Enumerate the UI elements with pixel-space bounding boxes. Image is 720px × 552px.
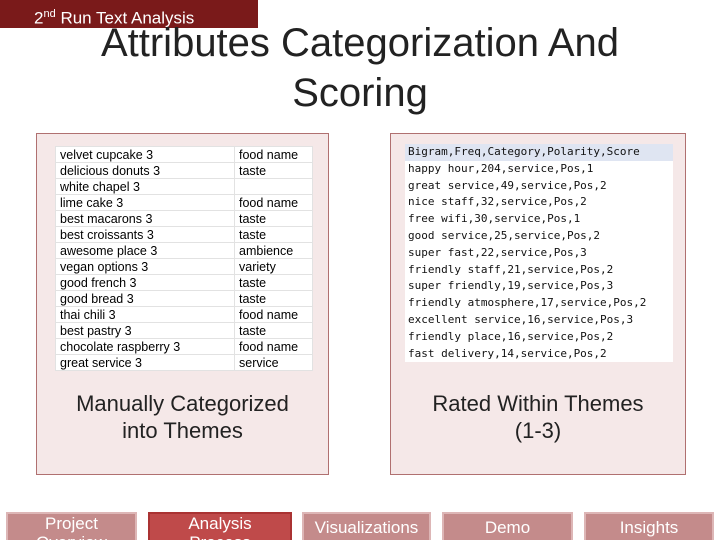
csv-line: fast delivery,14,service,Pos,2: [408, 346, 607, 360]
category-cell: [235, 179, 313, 195]
category-cell: service: [235, 355, 313, 371]
bigram-cell: delicious donuts 3: [56, 163, 235, 179]
left-caption: [37, 390, 328, 444]
bigram-cell: great service 3: [56, 355, 235, 371]
scoring-csv: [405, 144, 673, 362]
table-row: [56, 163, 313, 179]
csv-line: super friendly,19,service,Pos,3: [408, 279, 614, 293]
table-row: [56, 179, 313, 195]
bigram-cell: awesome place 3: [56, 243, 235, 259]
title-line-1: Attributes Categorization And: [100, 21, 620, 65]
bigram-cell: lime cake 3: [56, 195, 235, 211]
page-title: [40, 18, 680, 118]
table-row: [56, 243, 313, 259]
category-cell: food name: [235, 339, 313, 355]
table-row: [56, 259, 313, 275]
right-caption: [391, 390, 685, 444]
nav-analysis-line-1: Analysis: [188, 514, 252, 533]
csv-line: super fast,22,service,Pos,3: [408, 245, 587, 259]
csv-line: nice staff,32,service,Pos,2: [408, 195, 587, 209]
bigram-cell: best croissants 3: [56, 227, 235, 243]
csv-line: good service,25,service,Pos,2: [408, 228, 601, 242]
bigram-cell: best macarons 3: [56, 211, 235, 227]
table-row: [56, 227, 313, 243]
nav-project-line-1: Project: [45, 514, 98, 533]
csv-line: friendly atmosphere,17,service,Pos,2: [408, 296, 647, 310]
category-cell: food name: [235, 307, 313, 323]
csv-line: friendly place,16,service,Pos,2: [408, 329, 614, 343]
nav-demo[interactable]: Demo: [442, 512, 573, 540]
category-cell: taste: [235, 211, 313, 227]
scoring-panel: [390, 133, 686, 475]
left-caption-line-2: into Themes: [122, 418, 243, 443]
left-caption-line-1: Manually Categorized: [76, 391, 289, 416]
table-row: [56, 211, 313, 227]
table-row: [56, 323, 313, 339]
right-caption-line-1: Rated Within Themes: [432, 391, 644, 416]
category-cell: taste: [235, 163, 313, 179]
category-cell: taste: [235, 227, 313, 243]
nav-project-overview[interactable]: [6, 512, 137, 552]
table-row: [56, 307, 313, 323]
bigram-cell: vegan options 3: [56, 259, 235, 275]
category-cell: variety: [235, 259, 313, 275]
category-cell: taste: [235, 323, 313, 339]
run-tab-sup: nd: [43, 8, 56, 20]
categorization-panel: [36, 133, 329, 475]
table-row: [56, 355, 313, 371]
category-cell: taste: [235, 275, 313, 291]
table-row: [56, 195, 313, 211]
nav-analysis-process[interactable]: [148, 512, 292, 552]
title-line-2: Scoring: [292, 71, 428, 115]
csv-line: great service,49,service,Pos,2: [408, 178, 607, 192]
bottom-nav: [0, 512, 720, 552]
nav-insights[interactable]: Insights: [584, 512, 714, 540]
csv-line: happy hour,204,service,Pos,1: [408, 161, 594, 175]
csv-line: excellent service,16,service,Pos,3: [408, 312, 634, 326]
run-tab-text: Run Text Analysis: [55, 8, 195, 28]
bigram-cell: velvet cupcake 3: [56, 147, 235, 163]
category-cell: food name: [235, 147, 313, 163]
table-row: [56, 147, 313, 163]
table-row: [56, 339, 313, 355]
bigram-cell: white chapel 3: [56, 179, 235, 195]
csv-line: free wifi,30,service,Pos,1: [408, 212, 581, 226]
bigram-cell: best pastry 3: [56, 323, 235, 339]
nav-analysis-line-2: Process: [189, 533, 251, 552]
categorization-table: [55, 146, 313, 371]
bigram-cell: good bread 3: [56, 291, 235, 307]
nav-visualizations[interactable]: Visualizations: [302, 512, 431, 540]
bigram-cell: chocolate raspberry 3: [56, 339, 235, 355]
run-tab-prefix: 2: [34, 8, 44, 28]
category-cell: taste: [235, 291, 313, 307]
bigram-cell: thai chili 3: [56, 307, 235, 323]
category-cell: ambience: [235, 243, 313, 259]
csv-header: Bigram,Freq,Category,Polarity,Score: [405, 144, 673, 161]
right-caption-line-2: (1-3): [514, 418, 562, 443]
bigram-cell: good french 3: [56, 275, 235, 291]
table-row: [56, 291, 313, 307]
table-row: [56, 275, 313, 291]
category-cell: food name: [235, 195, 313, 211]
csv-line: friendly staff,21,service,Pos,2: [408, 262, 614, 276]
nav-project-line-2: Overview: [36, 533, 107, 552]
